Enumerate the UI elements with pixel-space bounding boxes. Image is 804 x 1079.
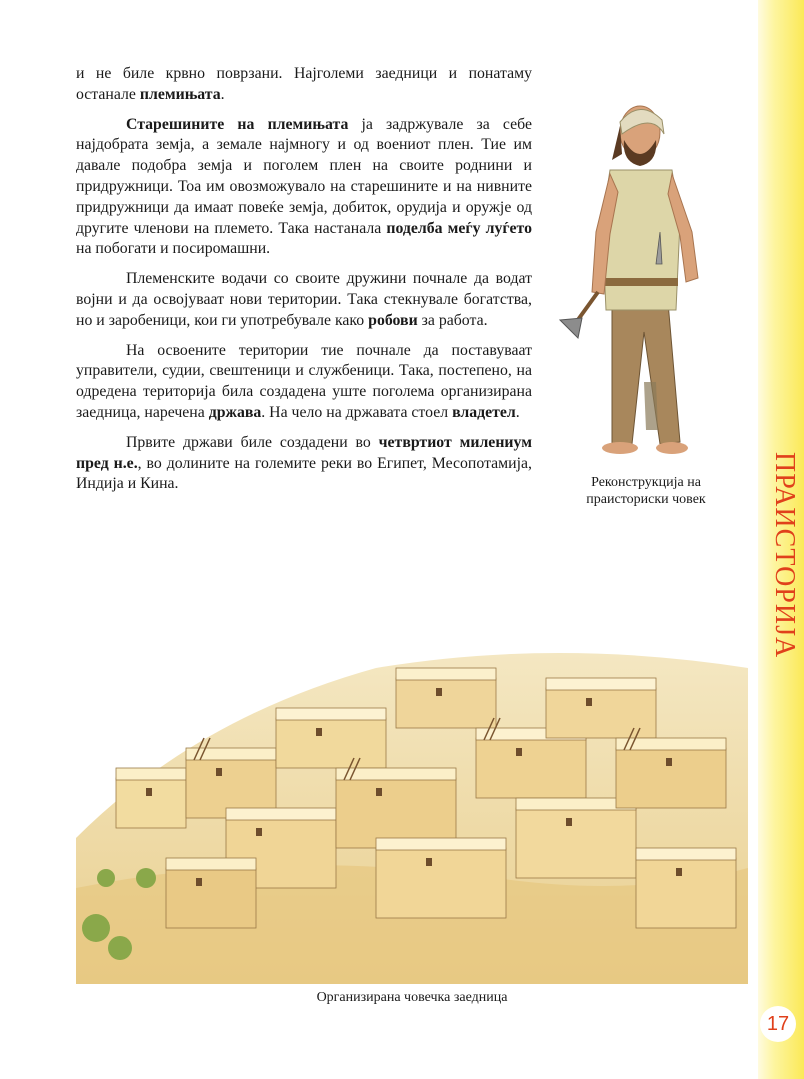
paragraph-2 — [76, 115, 532, 261]
man-caption: Реконструкција на праисториски човек — [586, 475, 706, 507]
settlement-illustration — [76, 628, 748, 984]
bold-term: племињата — [139, 85, 221, 103]
bold-term: владетел — [452, 403, 516, 421]
prehistoric-man-illustration — [552, 82, 728, 474]
text-run: Првите држави биле создадени во — [126, 433, 379, 451]
chapter-title: ПРАИСТОРИЈА — [769, 452, 800, 659]
paragraph-3 — [76, 269, 532, 331]
bold-term: робови — [368, 311, 418, 329]
text-run: , во долините на големите реки во Египет, Месопотамија, Индија и Кина. — [76, 454, 532, 493]
text-run: Племенските водачи со своите дружини почнале да водат војни и да освојуваат нови територии. Така стекнувале богатства, но и заробеници, кои ги употребувале како — [76, 270, 532, 329]
text-run: . — [220, 85, 225, 103]
paragraph-1 — [76, 64, 532, 106]
bold-term: четвртиот милениум пред н.е. — [76, 433, 532, 472]
text-run: за работа. — [417, 311, 488, 329]
bold-term: поделба меѓу луѓето — [386, 219, 532, 237]
text-run: на побогати и посиромашни. — [76, 240, 271, 258]
bold-term: држава — [208, 403, 262, 421]
paragraph-5 — [76, 433, 532, 495]
text-run: На освоените територии тие почнале да поставуваат управители, судии, свештеници и службеници. Така, постепено, на одредена територија била создадена уште поголема организирана заедница, наречена — [76, 341, 532, 421]
text-run: и не биле крвно поврзани. Најголеми заедници и понатаму останале — [76, 65, 532, 103]
bold-term: Старешините на племињата — [126, 115, 349, 133]
paragraph-4 — [76, 341, 532, 424]
settlement-caption: Организирана човечка заедница — [316, 990, 508, 1005]
text-run: . — [515, 403, 520, 421]
text-run: . На чело на државата стоел — [261, 403, 453, 421]
page-number: 17 — [760, 1006, 796, 1042]
text-run: ја задржувале за себе најдобрата земја, а земале најмногу и од воениот плен. Тие им давале подобра земја и поголем плен на своите роднини и придружници. Тоа им овозможувало на старешините и на нивните придружници да имаат повеќе земја, добиток, орудија и оружје од другите членови на племето. Така настанала — [76, 115, 532, 237]
chapter-sidebar — [758, 0, 804, 1079]
body-text — [76, 64, 532, 504]
